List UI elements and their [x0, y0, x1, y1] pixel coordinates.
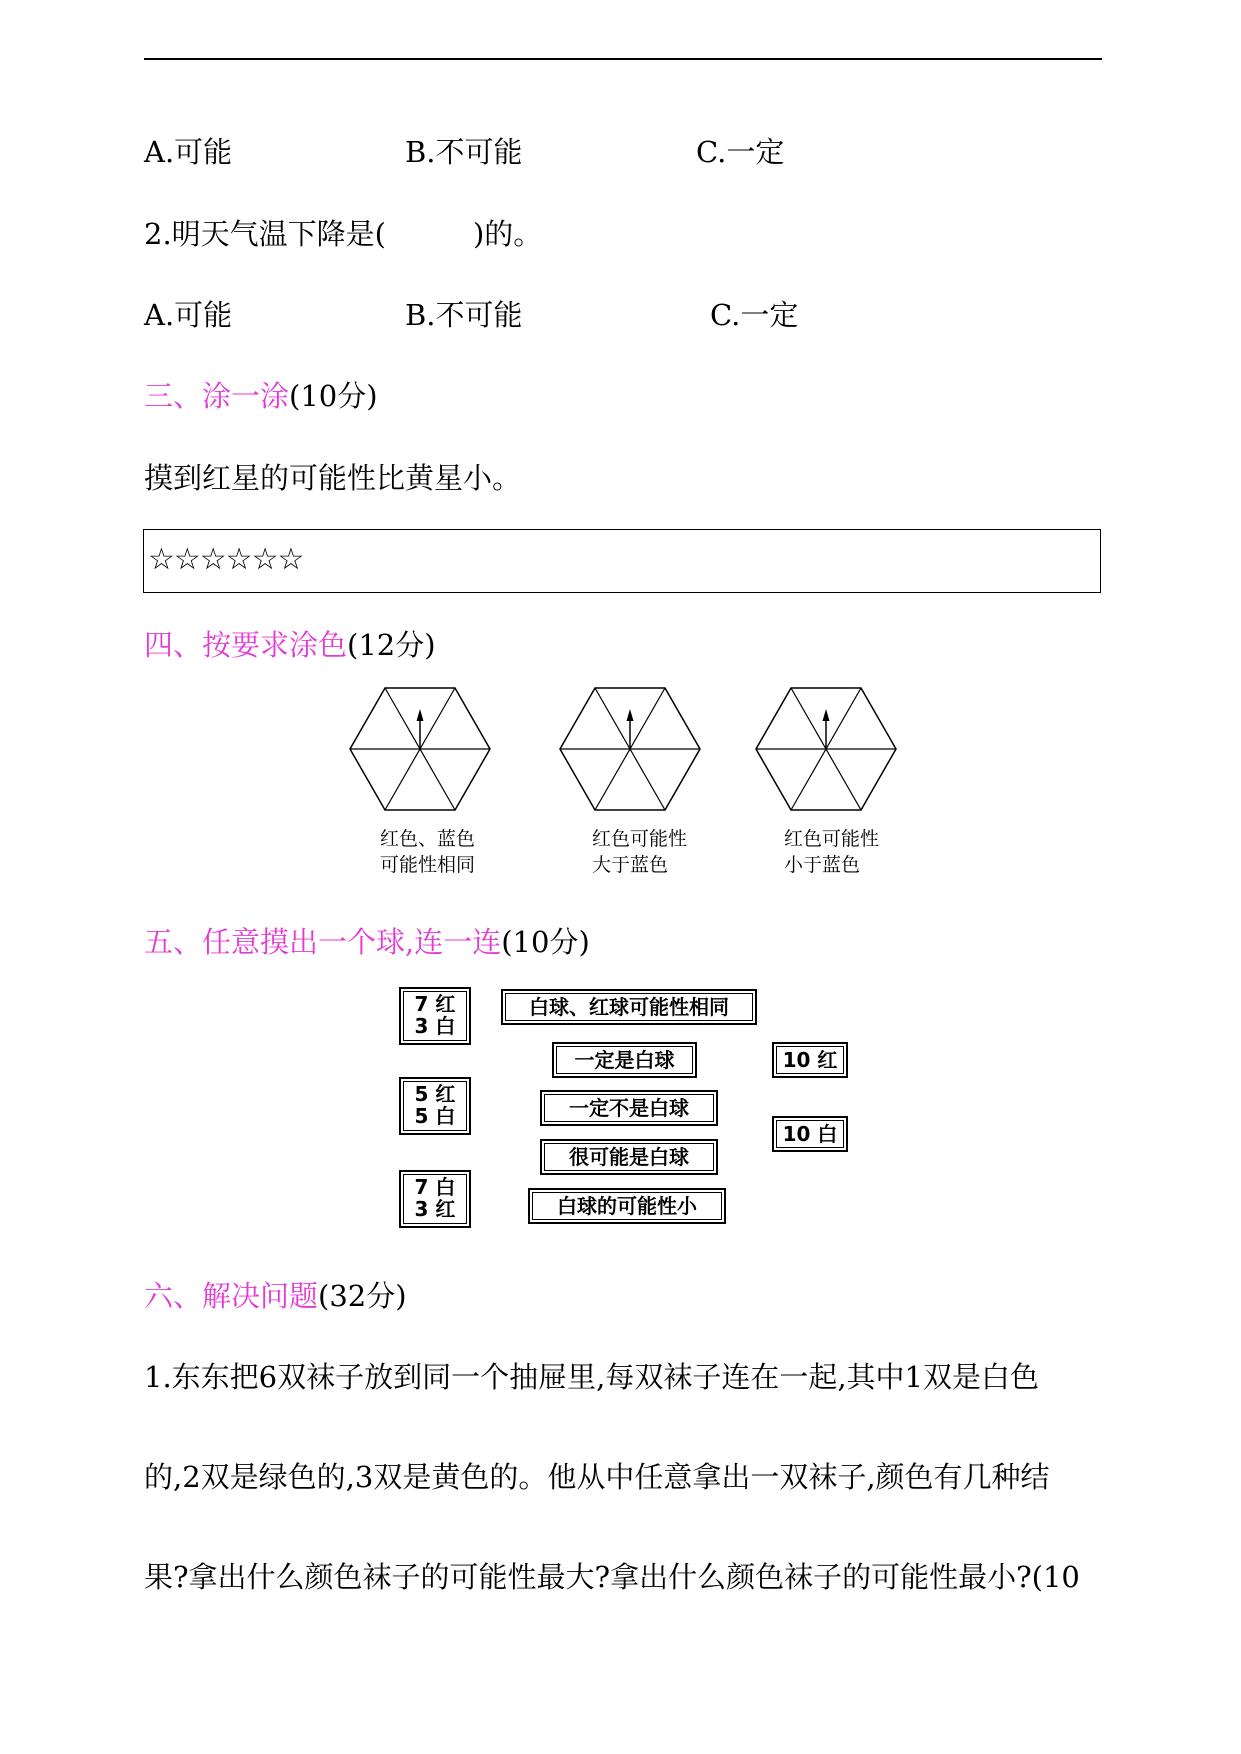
statement-box-2: 一定是白球: [552, 1042, 697, 1078]
bag-box-2: [399, 1077, 471, 1135]
section4-points: (12分): [347, 628, 436, 662]
section3-points: (10分): [289, 379, 378, 413]
q2-question: 2.明天气温下降是( )的。: [144, 217, 543, 251]
spinner-hexagon-3: [756, 688, 896, 810]
problem-line-3: 果?拿出什么颜色袜子的可能性最大?拿出什么颜色袜子的可能性最小?(10: [144, 1560, 1080, 1594]
q1-option-c: C.一定: [696, 135, 785, 169]
section6-title: 六、解决问题: [144, 1279, 319, 1313]
spinner1-caption-line2: 可能性相同: [380, 854, 476, 876]
spinner2-caption-line2: 大于蓝色: [592, 854, 669, 876]
bag-box-10-red: 10 红: [772, 1042, 848, 1078]
spinner-hexagon-1: [350, 688, 490, 810]
bag-box-3-line1: 7 白: [414, 1175, 456, 1199]
section6-points: (32分): [318, 1279, 407, 1313]
q2-option-b: B.不可能: [405, 298, 523, 332]
statement-box-3: 一定不是白球: [540, 1090, 718, 1126]
section6-heading: [144, 1278, 407, 1314]
bag-box-3: [399, 1170, 471, 1228]
spinner3-caption-line1: 红色可能性: [784, 828, 880, 850]
q2-option-c: C.一定: [710, 298, 799, 332]
section4-title: 四、按要求涂色: [144, 628, 348, 662]
spinner2-caption-line1: 红色可能性: [592, 828, 688, 850]
section5-title: 五、任意摸出一个球,连一连: [144, 925, 502, 959]
statement-box-5: 白球的可能性小: [528, 1188, 726, 1224]
q1-option-b: B.不可能: [405, 135, 523, 169]
bag-box-1-line2: 3 白: [414, 1014, 456, 1038]
bag-box-2-line1: 5 红: [414, 1082, 456, 1106]
section3-title: 三、涂一涂: [144, 379, 290, 413]
spinner1-caption-line1: 红色、蓝色: [380, 828, 476, 850]
bag-box-2-line2: 5 白: [414, 1104, 456, 1128]
q2-option-a: A.可能: [144, 298, 233, 332]
star-icons: ☆☆☆☆☆☆: [148, 542, 304, 577]
section5-heading: [144, 924, 590, 960]
bag-box-3-line2: 3 红: [414, 1197, 456, 1221]
problem-line-1: 1.东东把6双袜子放到同一个抽屉里,每双袜子连在一起,其中1双是白色: [144, 1360, 1040, 1394]
statement-box-4: 很可能是白球: [540, 1139, 718, 1175]
section3-prompt: 摸到红星的可能性比黄星小。: [144, 461, 522, 495]
section5-points: (10分): [501, 925, 590, 959]
q1-option-a: A.可能: [144, 135, 233, 169]
bag-box-1-line1: 7 红: [414, 992, 456, 1016]
bag-box-1: [399, 987, 471, 1045]
statement-box-1: 白球、红球可能性相同: [501, 989, 757, 1025]
problem-line-2: 的,2双是绿色的,3双是黄色的。他从中任意拿出一双袜子,颜色有几种结: [144, 1460, 1050, 1494]
spinner-hexagon-2: [560, 688, 700, 810]
bag-box-10-white: 10 白: [772, 1116, 848, 1152]
spinner3-caption-line2: 小于蓝色: [784, 854, 861, 876]
